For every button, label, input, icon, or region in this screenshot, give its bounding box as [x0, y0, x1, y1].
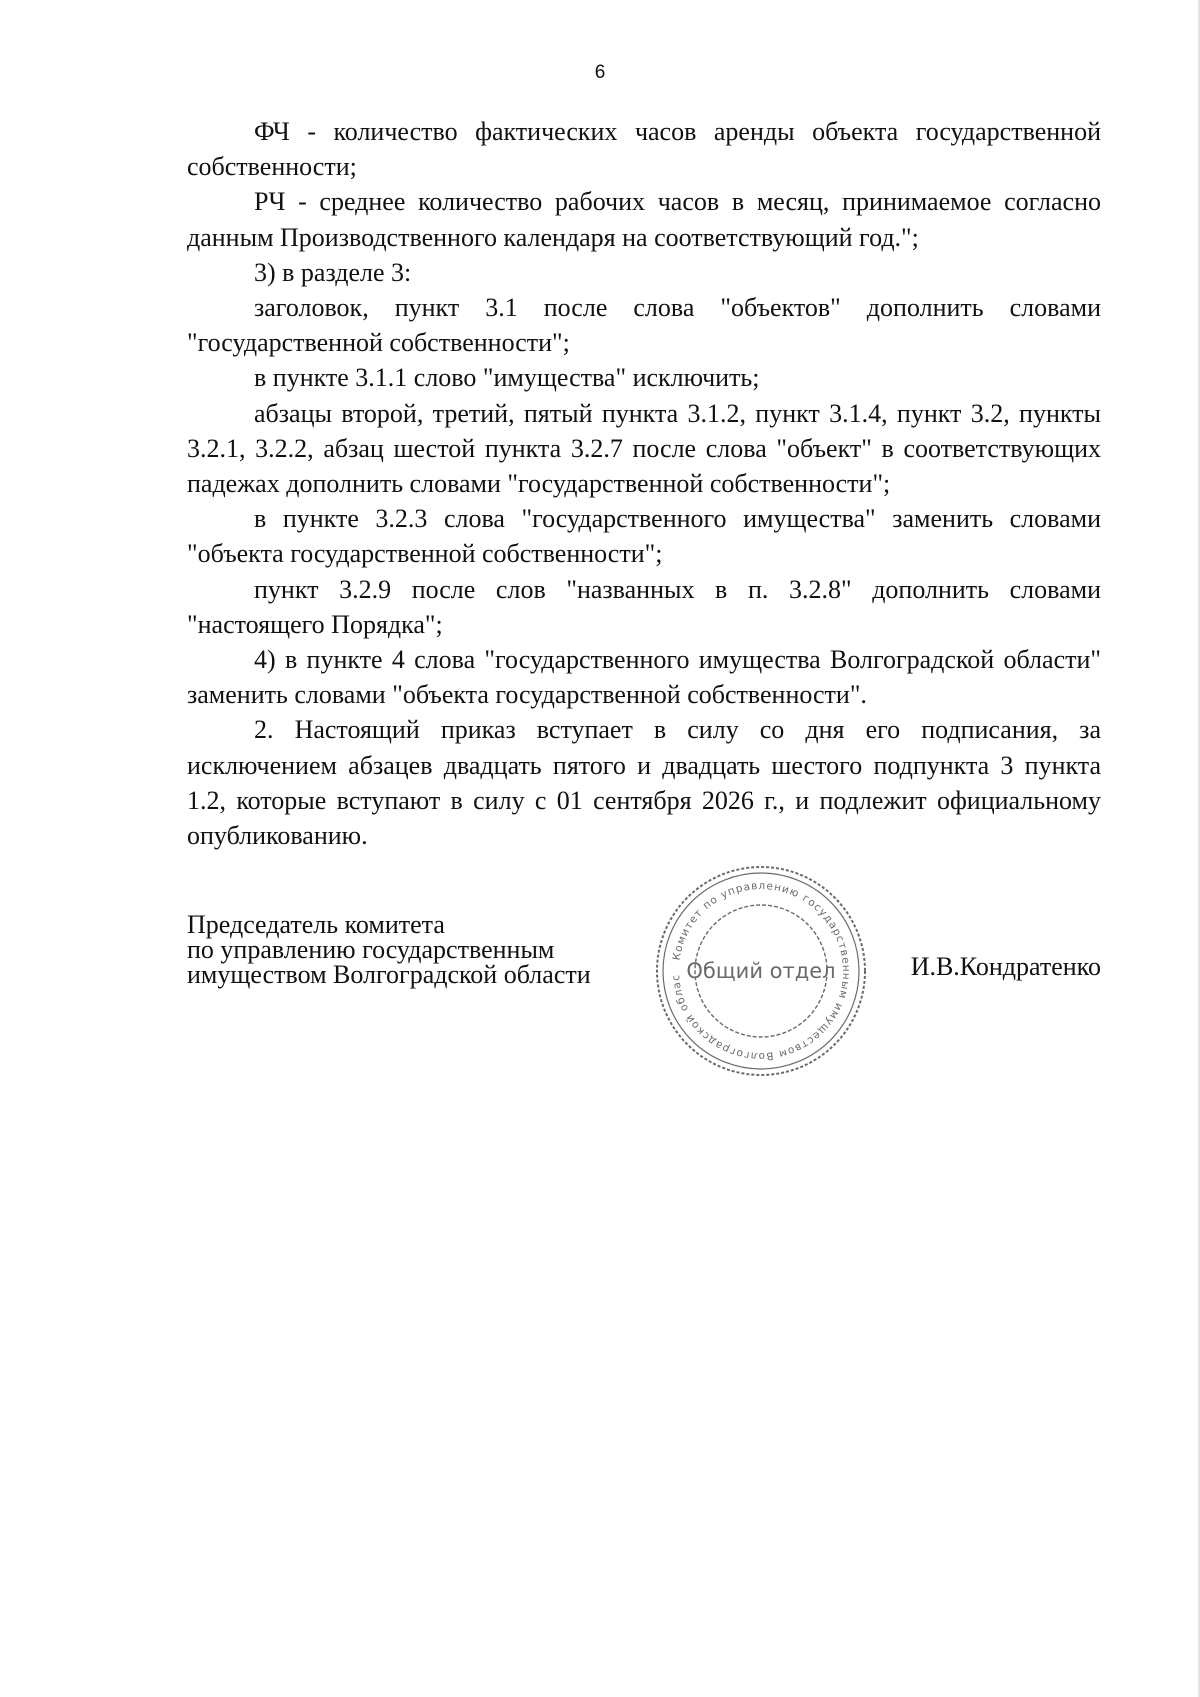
stamp-ring-text: Комитет по управлению государственным имуществом Волгоградской облас — [670, 879, 853, 1063]
paragraph-fch-definition: ФЧ - количество фактических часов аренды объекта государственной собственности; — [187, 117, 1101, 182]
paragraph-clause-3-2-9: пункт 3.2.9 после слов "названных в п. 3.2.8" дополнить словами "настоящего Порядка"; — [187, 574, 1101, 639]
paragraph-effective-date: 2. Настоящий приказ вступает в силу со дня его подписания, за исключением абзацев двадцать пятого и двадцать шестого подпункта 3 пункта 1.2, которые вступают в силу с 01 сентября 2026 г., и подлежит официальному опубликованию. — [187, 715, 1101, 851]
signer-name: И.В.Кондратенко — [910, 952, 1101, 981]
paragraph-clause-3-2-3: в пункте 3.2.3 слова "государственного имущества" заменить словами "объекта государственной собственности"; — [187, 504, 1101, 569]
signature-block — [187, 879, 1101, 1112]
paragraph-clause-3-1-2: абзацы второй, третий, пятый пункта 3.1.2, пункт 3.1.4, пункт 3.2, пункты 3.2.1, 3.2.2, абзац шестой пункта 3.2.7 после слова "объект" в соответствующих падежах дополнить словами "государственной собственности"; — [187, 398, 1101, 499]
official-stamp — [651, 861, 871, 1081]
paragraph-clause-3-1-1: в пункте 3.1.1 слово "имущества" исключить; — [254, 363, 760, 393]
stamp-seal-icon — [651, 861, 871, 1081]
signer-title: Председатель комитета по управлению государственным имуществом Волгоградской области — [187, 910, 591, 989]
paragraph-rch-definition: РЧ - среднее количество рабочих часов в месяц, принимаемое согласно данным Производственного календаря на соответствующий год."; — [187, 187, 1101, 252]
paragraph-section-3-heading: заголовок, пункт 3.1 после слова "объектов" дополнить словами "государственной собственности"; — [187, 293, 1101, 358]
document-body — [187, 114, 1101, 853]
paragraph-item-4: 4) в пункте 4 слова "государственного имущества Волгоградской области" заменить словами "объекта государственной собственности". — [187, 645, 1101, 710]
page-number: 6 — [594, 62, 606, 83]
stamp-center-text: Общий отдел — [686, 959, 836, 983]
paragraph-section-3-intro: 3) в разделе 3: — [254, 257, 412, 287]
